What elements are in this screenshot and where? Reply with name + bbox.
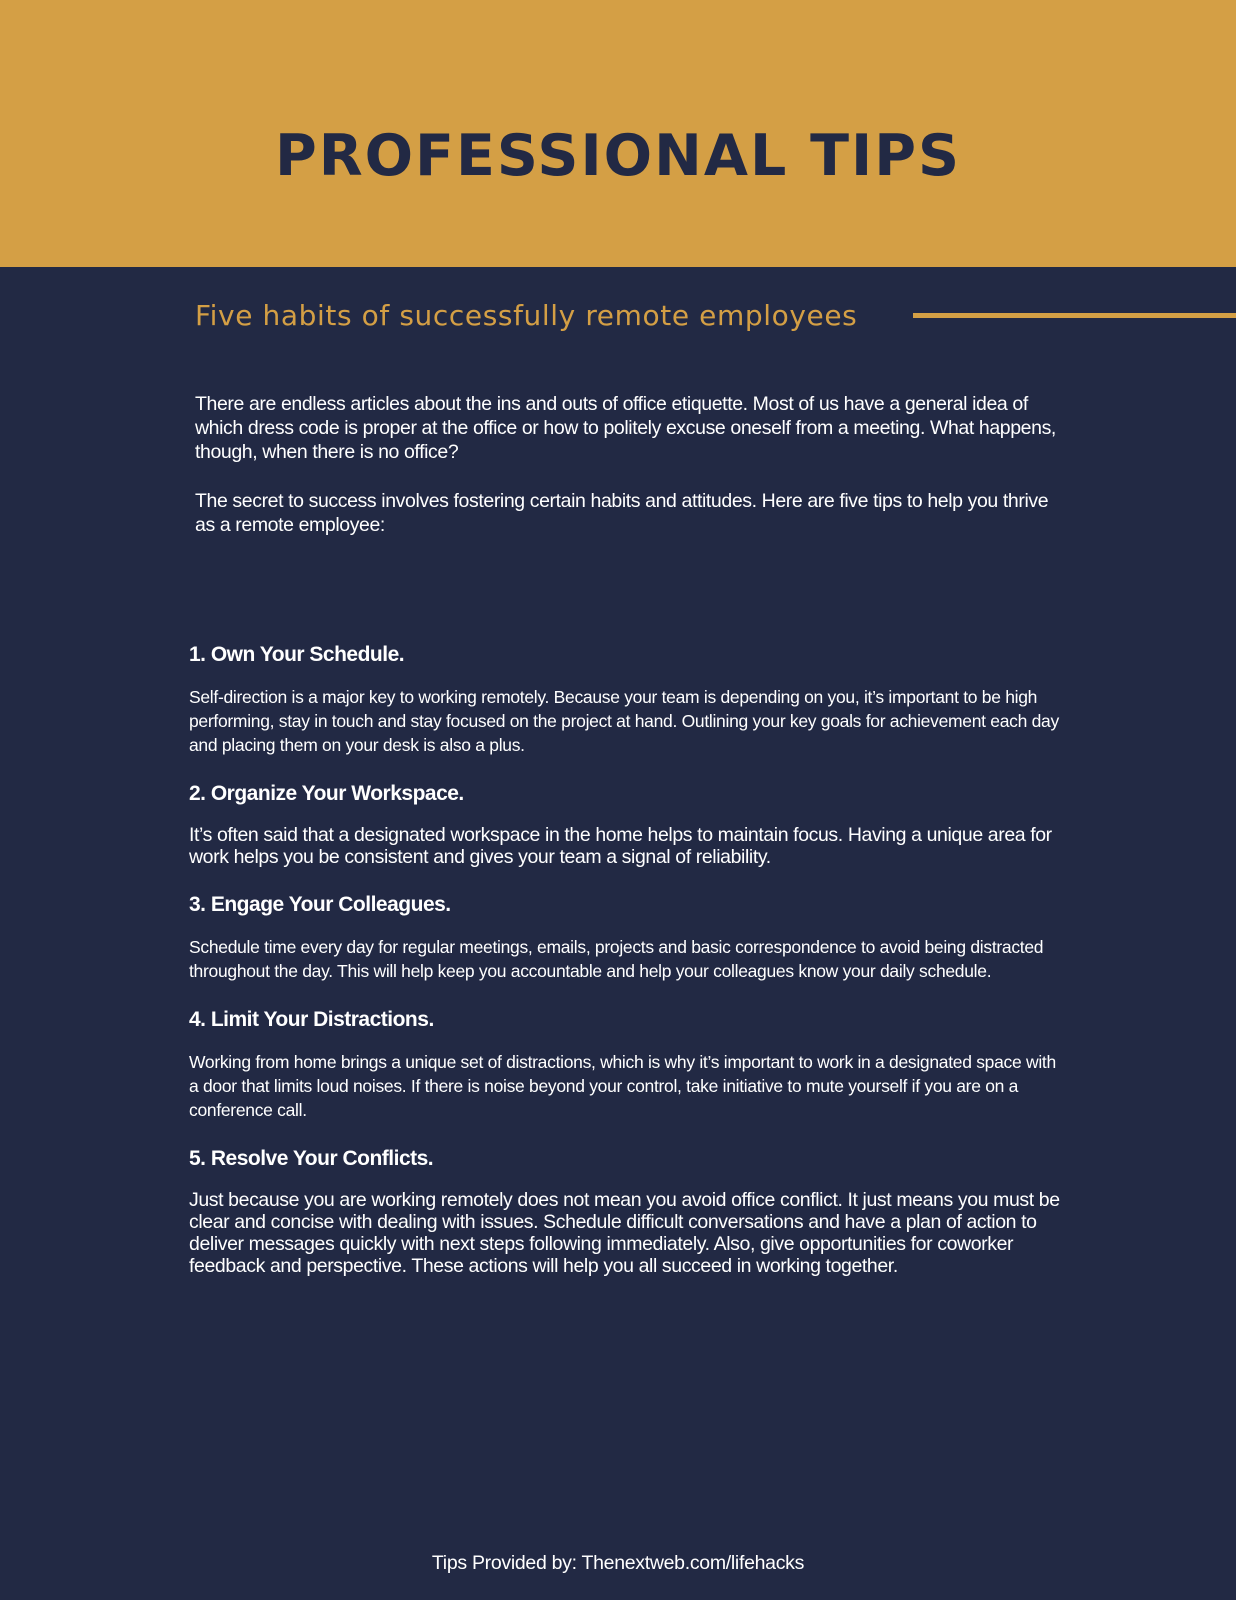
tip-body: It’s often said that a designated workspace in the home helps to maintain focus. Having a unique area for work helps you be consistent and gives your team a signal of reliability.: [189, 824, 1052, 868]
page-subtitle: Five habits of successfully remote employees: [195, 299, 858, 332]
tip-body: Schedule time every day for regular meetings, emails, projects and basic correspondence to avoid being distracted throughout the day. This will help keep you accountable and help your colleagues know your daily schedule.: [189, 937, 1044, 981]
tip-item: [189, 1006, 1069, 1122]
page-title: PROFESSIONAL TIPS: [274, 123, 962, 189]
tips-list: [189, 641, 1069, 1300]
intro-paragraph: There are endless articles about the ins and outs of office etiquette. Most of us have a general idea of which dress code is proper at the office or how to politely excuse oneself from a meeting. What happens, though, when there is no office?: [195, 393, 1056, 463]
tip-body: Self-direction is a major key to working remotely. Because your team is depending on you, it’s important to be high performing, stay in touch and stay focused on the project at hand. Outlining your key goals for achievement each day and placing them on your desk is also a plus.: [189, 687, 1059, 755]
tip-heading: 3. Engage Your Colleagues.: [189, 893, 451, 916]
tip-body: Just because you are working remotely does not mean you avoid office conflict. It just means you must be clear and concise with dealing with issues. Schedule difficult conversations and have a plan of action to deliver messages quickly with next steps following immediately. Also, give opportunities for coworker feedback and perspective. These actions will help you all succeed in working together.: [189, 1189, 1060, 1277]
header-banner: [0, 0, 1236, 267]
subtitle-divider-line: [913, 313, 1236, 318]
tip-item: [189, 641, 1069, 757]
tip-heading: 1. Own Your Schedule.: [189, 643, 405, 666]
intro-paragraph: The secret to success involves fostering certain habits and attitudes. Here are five tips to help you thrive as a remote employee:: [195, 490, 1049, 536]
footer-credit: Tips Provided by: Thenextweb.com/lifehacks: [431, 1552, 805, 1574]
tip-heading: 5. Resolve Your Conflicts.: [189, 1147, 434, 1170]
tip-heading: 2. Organize Your Workspace.: [189, 782, 464, 805]
tip-item: [189, 1145, 1069, 1277]
intro-section: [195, 392, 1065, 562]
tip-item: [189, 891, 1069, 983]
tip-body: Working from home brings a unique set of distractions, which is why it’s important to work in a designated space with a door that limits loud noises. If there is noise beyond your control, take initiative to mute yourself if you are on a conference call.: [189, 1052, 1056, 1120]
tip-item: [189, 780, 1069, 868]
tip-heading: 4. Limit Your Distractions.: [189, 1008, 434, 1031]
